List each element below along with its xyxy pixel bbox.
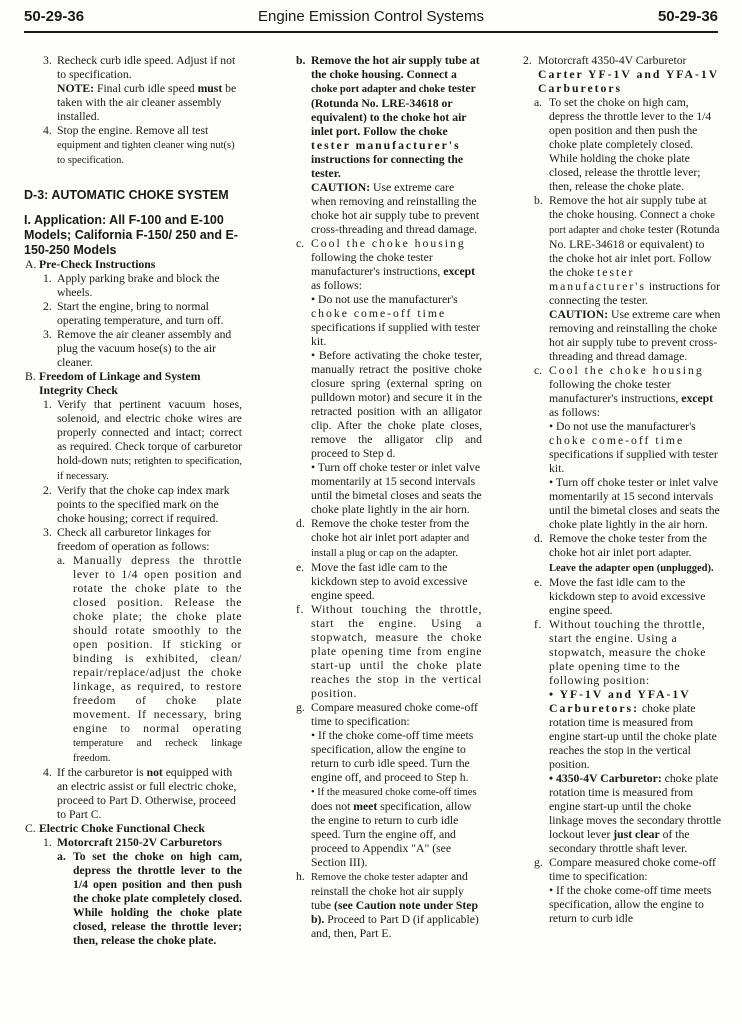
bullet-g1: • If the choke come-off time meets specification, allow the engine to return to curb idle	[549, 884, 712, 925]
part-c-heading: C. Electric Choke Functional Check	[25, 822, 205, 835]
caution-note: CAUTION: Use extreme care when removing and reinstalling the choke hot air supply tube to prevent cross-threading and thread damage.	[311, 181, 480, 236]
caution-note: CAUTION: Use extreme care when removing and reinstalling the choke hot air supply tube to prevent cross-threading and thread damage.	[549, 308, 721, 363]
step-b4: 4. If the carburetor is not equipped with an electric assist or full electric choke, proceed to Part D. Otherwise, proceed to Part C.	[43, 766, 237, 821]
step-g: g. Compare measured choke come-off time to specification:	[296, 701, 478, 728]
bullet-f1: • YF-1V and YFA-1V Carburetors: choke plate rotation time is measured from engine start-up until the choke plate reaches the stop in the vertical position.	[549, 688, 717, 771]
step-b1: 1. Verify that pertinent vacuum hoses, solenoid, and electric choke wires are properly connected and intact; correct as required. Check torque of carburetor hold-down nuts; retighten to specification, if necessary.	[43, 398, 242, 482]
step-c1a: a. To set the choke on high cam, depress the throttle lever to the 1/4 open position and then push the choke plate completely closed. While holding the choke plate closed, release the throttle lever; then, release the choke plate.	[57, 850, 242, 947]
step-a: a. To set the choke on high cam, depress the throttle lever to the 1/4 open position and then push the choke plate completely closed. While holding the choke plate closed, release the throttle lever; then, release the choke plate.	[534, 96, 712, 193]
application-heading: I. Application: All F-100 and E-100 Models; California F-150/ 250 and E-150-250 Models	[24, 213, 238, 257]
part-b-heading: B. Freedom of Linkage and System Integrity Check	[25, 370, 201, 397]
step-g: g. Compare measured choke come-off time to specification:	[534, 856, 716, 883]
step-b2: 2. Verify that the choke cap index mark points to the specified mark on the choke housing; correct if required.	[43, 484, 230, 525]
step-c1: 1. Motorcraft 2150-2V Carburetors	[43, 836, 222, 849]
part-a-heading: A. Pre-Check Instructions	[25, 258, 156, 271]
bullet-g2: • If the measured choke come-off times does not meet specification, allow the engine to return to curb idle speed. Turn the engine off, and proceed to Appendix "A" (see Section III).	[311, 787, 477, 869]
page-title: Engine Emission Control Systems	[258, 8, 484, 25]
step-3: 3. Recheck curb idle speed. Adjust if not to specification. NOTE: Final curb idle speed must be taken with the air cleaner assembly installed.	[43, 54, 237, 123]
page-number-right: 50-29-36	[657, 8, 718, 25]
bullet-c1: • Do not use the manufacturer's choke come-off time specifications if supplied with tester kit.	[549, 420, 718, 475]
bullet-c2: • Turn off choke tester or inlet valve momentarily at 15 second intervals until the bimetal closes and seats the choke plate lightly in the air horn.	[549, 476, 720, 531]
section-d3-heading: D-3: AUTOMATIC CHOKE SYSTEM	[24, 188, 229, 202]
step-f: f. Without touching the throttle, start the engine. Using a stopwatch, measure the choke plate opening time from engine start-up until the choke plate reaches the stop in the vertical position.	[296, 603, 482, 700]
step-e: e. Move the fast idle cam to the kickdown step to avoid excessive engine speed.	[534, 576, 706, 617]
step-d: d. Remove the choke tester from the choke hot air inlet port adapter. Leave the adapter open (unplugged).	[534, 532, 714, 574]
step-a2: 2. Start the engine, bring to normal operating temperature, and turn off.	[43, 300, 224, 327]
step-f: f. Without touching the throttle, start the engine. Using a stopwatch, measure the choke plate opening time to the following position:	[534, 618, 706, 687]
step-b: b. Remove the hot air supply tube at the choke housing. Connect a choke port adapter and choke tester (Rotunda No. LRE-34618 or equivalent) to the choke hot air inlet port. Follow the choke tester manufacturer's instructions for connecting the tester.	[296, 54, 480, 180]
column-1	[24, 54, 242, 948]
step-a1: 1. Apply parking brake and block the wheels.	[43, 272, 220, 299]
step-e: e. Move the fast idle cam to the kickdown step to avoid excessive engine speed.	[296, 561, 468, 602]
step-c: c. Cool the choke housing following the choke tester manufacturer's instructions, except as follows:	[296, 237, 476, 292]
step-2: 2. Motorcraft 4350-4V Carburetor Carter YF-1V and YFA-1V Carburetors	[523, 54, 719, 95]
column-3	[523, 54, 721, 926]
step-b3a: a. Manually depress the throttle lever to 1/4 open position and rotate the choke plate to the closed position. Release the choke plate; the choke plate should rotate smoothly to the open position. If sticking or binding is exhibited, clean/ repair/replace/adjust the choke linkage, as required, to restore freedom of choke plate movement. If necessary, bring engine to normal operating temperature and recheck linkage freedom.	[57, 554, 242, 764]
step-b3: 3. Check all carburetor linkages for freedom of operation as follows:	[43, 526, 211, 553]
step-h: h. Remove the choke tester adapter and reinstall the choke hot air supply tube (see Caution note under Step b). Proceed to Part D (if applicable) and, then, Part E.	[296, 870, 479, 940]
bullet-f2: • 4350-4V Carburetor: choke plate rotation time is measured from engine start-up until the choke linkage moves the secondary throttle lockout lever just clear of the secondary throttle shaft lever.	[549, 772, 722, 855]
bullet-g1: • If the choke come-off time meets specification, allow the engine to return to curb idle speed. Turn the engine off, and proceed to Step h.	[311, 729, 474, 784]
step-c: c. Cool the choke housing following the choke tester manufacturer's instructions, except as follows:	[534, 364, 714, 419]
step-4: 4. Stop the engine. Remove all test equipment and tighten cleaner wing nut(s) to specification.	[43, 124, 235, 166]
column-2	[296, 54, 482, 941]
bullet-c3: • Turn off choke tester or inlet valve momentarily at 15 second intervals until the bimetal closes and seats the choke plate lightly in the air horn.	[311, 461, 482, 516]
page-number-left: 50-29-36	[24, 8, 85, 25]
bullet-c2: • Before activating the choke tester, manually retract the positive choke closure spring (external spring on pulldown motor) and secure it in the retracted position with an alligator clip. After the choke plate closes, remove the alligator clip and proceed to Step d.	[311, 349, 482, 460]
bullet-c1: • Do not use the manufacturer's choke come-off time specifications if supplied with tester kit.	[311, 293, 480, 348]
page-header	[24, 8, 718, 30]
step-d: d. Remove the choke tester from the choke hot air inlet port adapter and install a plug or cap on the adapter.	[296, 517, 470, 559]
step-b: b. Remove the hot air supply tube at the choke housing. Connect a choke port adapter and choke tester (Rotunda No. LRE-34618 or equivalent) to the choke hot air inlet port. Follow the choke tester manufacturer's instructions for connecting the tester.	[534, 194, 720, 307]
step-a3: 3. Remove the air cleaner assembly and plug the vacuum hose(s) to the air cleaner.	[43, 328, 232, 369]
header-rule	[24, 31, 718, 33]
